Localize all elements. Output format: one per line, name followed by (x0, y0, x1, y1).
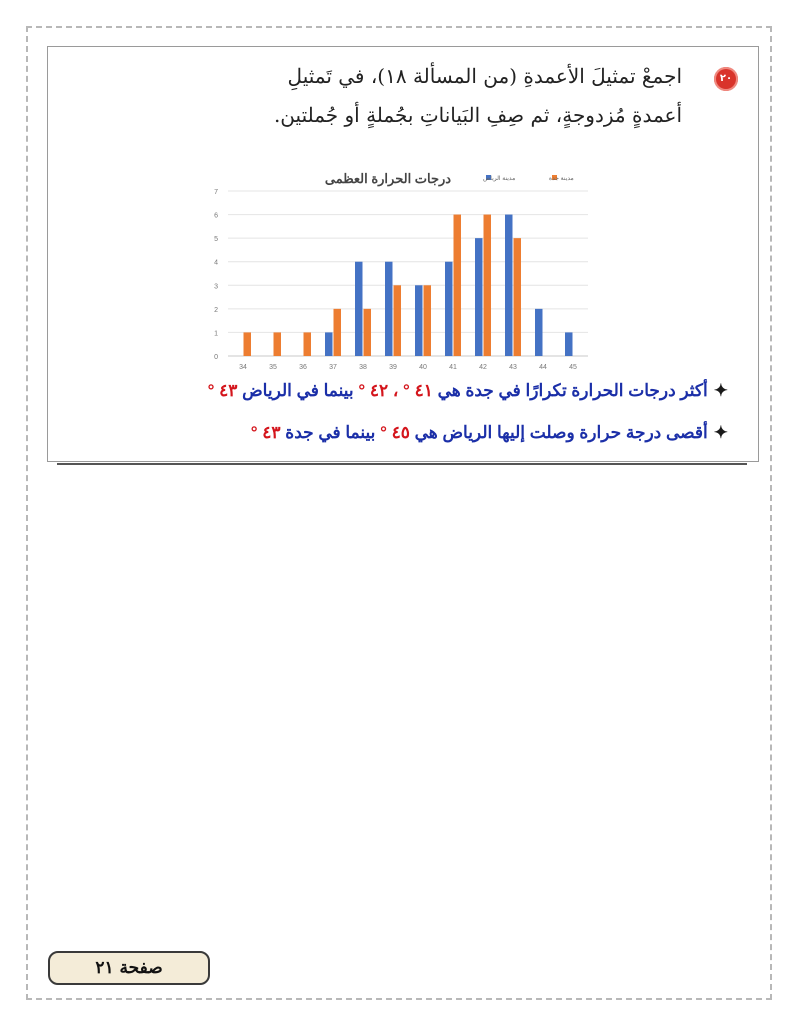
bar-jeddah-40 (424, 285, 432, 356)
answer-2-value-1: ٤٥ ° (380, 423, 410, 442)
bar-riyadh-45 (565, 332, 573, 356)
bar-jeddah-38 (364, 309, 372, 356)
x-tick-label: 36 (299, 364, 307, 371)
question-line-1: اجمعْ تمثيلَ الأعمدةِ (من المسألة ١٨)، في تَمثيلِ (287, 64, 682, 88)
double-bar-chart (198, 157, 618, 375)
bar-riyadh-42 (475, 238, 483, 356)
x-tick-label: 41 (449, 364, 457, 371)
answer-2-middle: بينما في جدة (280, 423, 381, 442)
bar-jeddah-39 (394, 285, 402, 356)
answer-1-value-1: ٤١ ° ، ٤٢ ° (358, 381, 433, 400)
answer-line-1 (208, 381, 728, 401)
x-tick-label: 45 (569, 364, 577, 371)
chart-title: درجات الحرارة العظمى (324, 171, 452, 186)
x-tick-label: 35 (269, 364, 277, 371)
x-tick-label: 44 (539, 364, 547, 371)
page-number-label: صفحة ٢١ (48, 951, 210, 985)
y-tick-label: 4 (214, 259, 218, 267)
x-tick-label: 37 (329, 364, 337, 371)
question-number-badge: ٢٠ (714, 67, 738, 91)
bar-riyadh-37 (325, 332, 333, 356)
x-tick-label: 43 (509, 364, 517, 371)
answer-1-text: أكثر درجات الحرارة تكرارًا في جدة هي (432, 381, 708, 400)
bullet-icon: ✦ (713, 381, 728, 400)
bar-riyadh-41 (445, 262, 453, 356)
y-tick-label: 7 (214, 189, 218, 196)
bar-jeddah-36 (304, 332, 312, 356)
y-tick-label: 0 (214, 354, 218, 361)
bar-riyadh-43 (505, 215, 513, 356)
answer-1-value-2: ٤٣ ° (207, 381, 238, 400)
question-box (47, 46, 759, 462)
legend-label: مدينة جدة (549, 176, 574, 182)
section-divider (57, 463, 747, 465)
bullet-icon: ✦ (713, 423, 728, 442)
bar-riyadh-38 (355, 262, 363, 356)
bar-riyadh-44 (535, 309, 543, 356)
chart-gridlines (228, 191, 588, 356)
bar-riyadh-40 (415, 285, 423, 356)
chart-legend (483, 175, 574, 182)
bar-jeddah-42 (484, 215, 492, 356)
bar-jeddah-34 (244, 332, 252, 356)
bar-jeddah-41 (454, 215, 462, 356)
x-axis-ticks (239, 364, 577, 371)
y-axis-ticks (214, 189, 218, 361)
x-tick-label: 42 (479, 364, 487, 371)
x-tick-label: 34 (239, 364, 247, 371)
y-tick-label: 2 (214, 306, 218, 314)
bar-jeddah-43 (514, 238, 522, 356)
answer-2-value-2: ٤٣ ° (250, 423, 281, 442)
y-tick-label: 1 (214, 330, 218, 338)
y-tick-label: 6 (214, 212, 218, 220)
question-line-2: أعمدةٍ مُزدوجةٍ، ثم صِفِ البَياناتِ بجُملةٍ أو جُملتين. (273, 103, 682, 127)
answer-2-text: أقصى درجة حرارة وصلت إليها الرياض هي (409, 423, 708, 442)
x-tick-label: 38 (359, 364, 367, 371)
bar-jeddah-35 (274, 332, 282, 356)
x-tick-label: 39 (389, 364, 397, 371)
bar-riyadh-39 (385, 262, 393, 356)
y-tick-label: 5 (214, 236, 218, 244)
legend-label: مدينة الرياض (483, 176, 516, 182)
x-tick-label: 40 (419, 364, 427, 371)
answer-1-middle: بينما في الرياض (237, 381, 359, 400)
answer-line-2 (251, 423, 728, 443)
bar-jeddah-37 (334, 309, 342, 356)
y-tick-label: 3 (214, 283, 218, 291)
